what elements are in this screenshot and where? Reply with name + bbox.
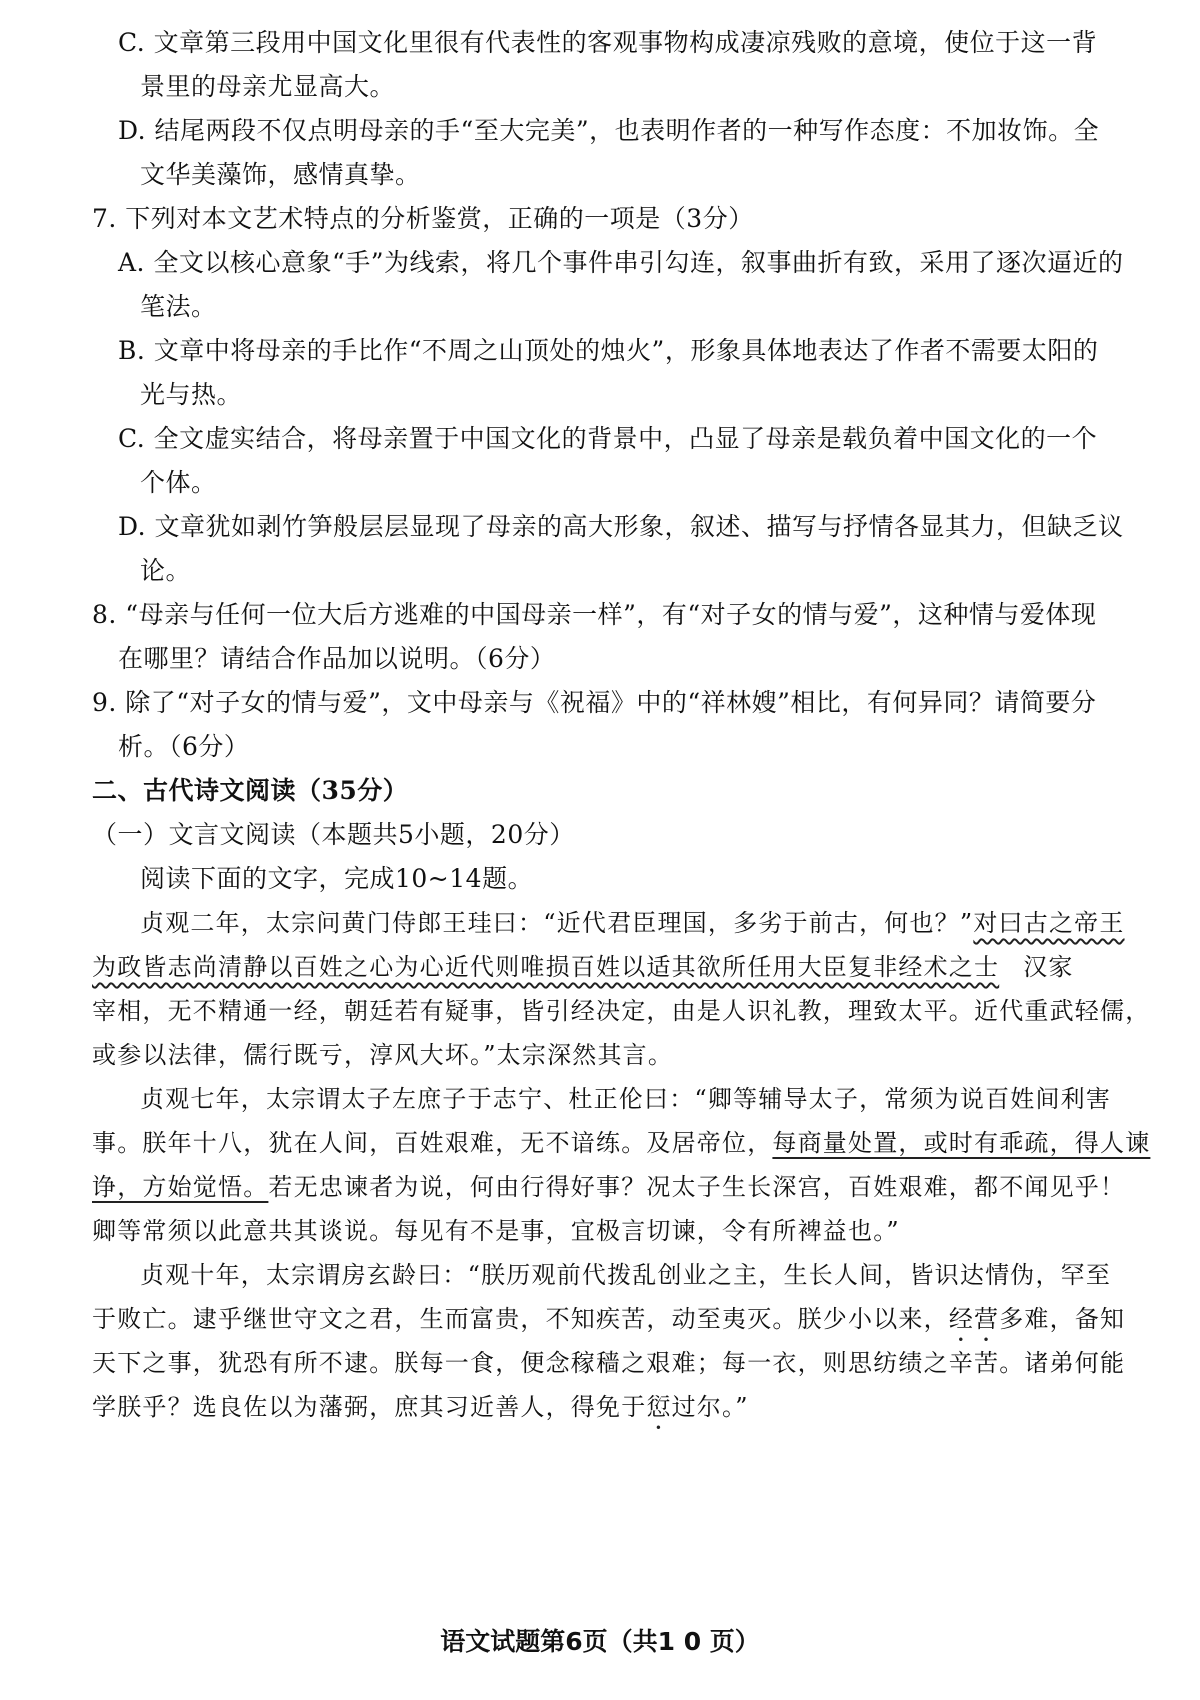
passage-text: 多难，备知: [999, 1305, 1126, 1333]
passage-text: 汉家: [1023, 953, 1074, 981]
option-7a-line1: A. 全文以核心意象“手”为线索，将几个事件串引勾连，叙事曲折有致，采用了逐次逼近的: [118, 248, 1124, 277]
option-6c-line2: 景里的母亲尤显高大。: [140, 72, 396, 101]
passage-p1-line2: [92, 952, 1074, 982]
option-7c-line2: 个体。: [140, 468, 217, 497]
option-7d-line1: D. 文章犹如剥竹笋般层层显现了母亲的高大形象，叙述、描写与抒情各显其力，但缺乏议: [118, 512, 1124, 541]
wavy-underlined-text: 对曰古之帝王: [973, 909, 1125, 937]
reading-instruction: 阅读下面的文字，完成10~14题。: [140, 864, 534, 893]
passage-text: 学朕乎？选良佐以为藩弼，庶其习近善人，得免于: [92, 1393, 647, 1421]
option-6c-line1: C. 文章第三段用中国文化里很有代表性的客观事物构成凄凉残败的意境，使位于这一背: [118, 28, 1098, 57]
passage-p1-line4: 或参以法律，儒行既亏，淳风大坏。”太宗深然其言。: [92, 1041, 674, 1069]
passage-p3-line1: 贞观十年，太宗谓房玄龄曰：“朕历观前代拨乱创业之主，生长人间，皆识达情伪，罕至: [140, 1261, 1112, 1289]
question-8-line2: 在哪里？请结合作品加以说明。（6分）: [118, 644, 556, 673]
option-6d-line1: D. 结尾两段不仅点明母亲的手“至大完美”，也表明作者的一种写作态度：不加妆饰。全: [118, 116, 1100, 145]
passage-text: 事。朕年十八，犹在人间，百姓艰难，无不谙练。及居帝位，: [92, 1129, 773, 1157]
emphasized-text: 愆: [646, 1393, 672, 1421]
passage-text: 于败亡。逮乎继世守文之君，生而富贵，不知疾苦，动至夷灭。朕少小以来，: [92, 1305, 949, 1333]
passage-p3-line3: 天下之事，犹恐有所不逮。朕每一食，便念稼穑之艰难；每一衣，则思纺绩之辛苦。诸弟何能: [92, 1349, 1126, 1377]
passage-p2-line1: 贞观七年，太宗谓太子左庶子于志宁、杜正伦曰：“卿等辅导太子，常须为说百姓间利害: [140, 1085, 1112, 1113]
passage-text: 过尔。”: [671, 1393, 749, 1421]
question-9-line1: 9. 除了“对子女的情与爱”，文中母亲与《祝福》中的“祥林嫂”相比，有何异同？请简要分: [92, 688, 1097, 717]
passage-p1-line3: 宰相，无不精通一经，朝廷若有疑事，皆引经决定，由是人识礼教，理致太平。近代重武轻儒，: [92, 997, 1151, 1025]
passage-text: 贞观二年，太宗问黄门侍郎王珪曰：“近代君臣理国，多劣于前古，何也？”: [140, 909, 974, 937]
wavy-underlined-text: 为政皆志尚清静以百姓之心为心近代则唯损百姓以适其欲所任用大臣复非经术之士: [92, 953, 1000, 981]
subsection-heading: （一）文言文阅读（本题共5小题，20分）: [92, 820, 575, 849]
question-8-line1: 8. “母亲与任何一位大后方逃难的中国母亲一样”，有“对子女的情与爱”，这种情与爱体现: [92, 600, 1097, 629]
passage-p2-line2: [92, 1128, 1150, 1158]
question-7-stem: 7. 下列对本文艺术特点的分析鉴赏，正确的一项是（3分）: [92, 204, 754, 233]
passage-p3-line2: [92, 1304, 1125, 1347]
underlined-text: 每商量处置，或时有乖疏，得人谏: [772, 1129, 1151, 1157]
question-9-line2: 析。（6分）: [118, 732, 250, 761]
option-7d-line2: 论。: [140, 556, 192, 585]
option-7b-line2: 光与热。: [140, 380, 243, 409]
option-7c-line1: C. 全文虚实结合，将母亲置于中国文化的背景中，凸显了母亲是载负着中国文化的一个: [118, 424, 1098, 453]
passage-p2-line3: [92, 1172, 1125, 1202]
emphasized-text: 经营: [948, 1305, 1000, 1333]
underlined-text: 诤，方始觉悟。: [92, 1173, 269, 1201]
passage-p1-line1: [140, 908, 1125, 938]
option-7a-line2: 笔法。: [140, 292, 217, 321]
option-6d-line2: 文华美藻饰，感情真挚。: [140, 160, 421, 189]
page-footer: 语文试题第6页（共1 0 页）: [440, 1627, 760, 1656]
section-heading: 二、古代诗文阅读（35分）: [92, 776, 409, 805]
option-7b-line1: B. 文章中将母亲的手比作“不周之山顶处的烛火”，形象具体地表达了作者不需要太阳的: [118, 336, 1099, 365]
passage-text: 若无忠谏者为说，何由行得好事？况太子生长深宫，百姓艰难，都不闻见乎！: [268, 1173, 1126, 1201]
passage-p3-line4: [92, 1392, 749, 1435]
passage-p2-line4: 卿等常须以此意共其谈说。每见有不是事，宜极言切谏，令有所裨益也。”: [92, 1217, 900, 1245]
